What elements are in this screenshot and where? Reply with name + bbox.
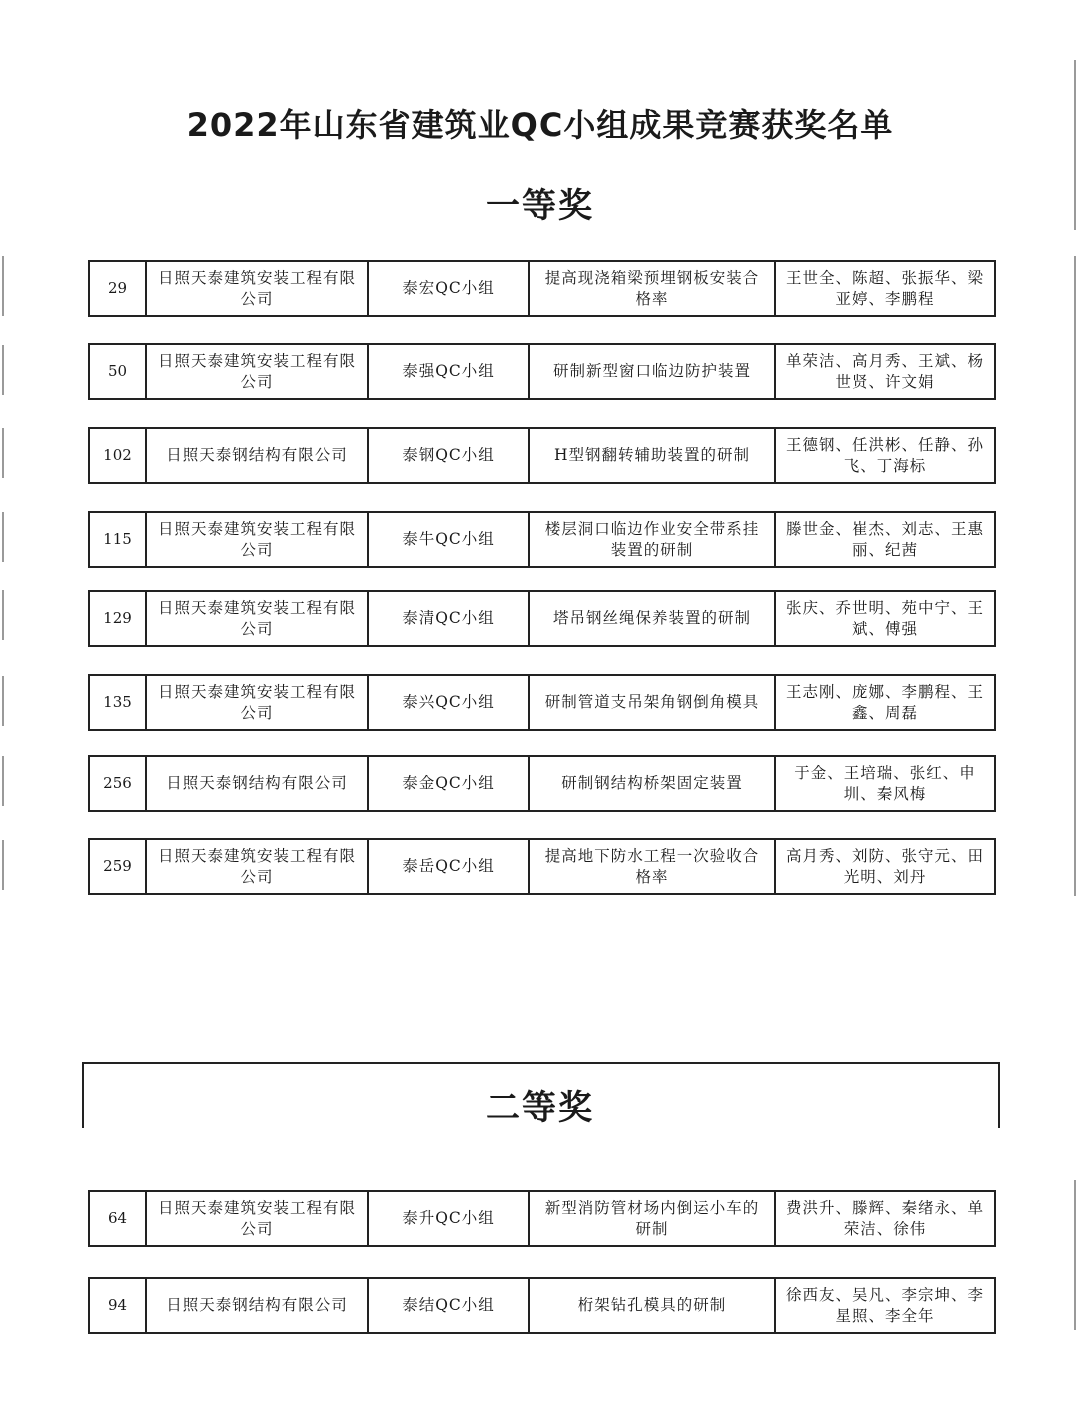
project-topic: 楼层洞口临边作业安全带系挂装置的研制 <box>530 513 776 566</box>
team-members: 滕世金、崔杰、刘志、王惠丽、纪茜 <box>785 519 984 559</box>
row-number: 50 <box>90 345 147 398</box>
row-number: 115 <box>90 513 147 566</box>
table-row <box>88 674 996 731</box>
team-members: 徐西友、吴凡、李宗坤、李星照、李全年 <box>785 1285 984 1325</box>
scan-edge-left-5 <box>2 590 4 640</box>
table-row <box>88 838 996 895</box>
qc-group-name: 泰强QC小组 <box>369 345 530 398</box>
row-number: 135 <box>90 676 147 729</box>
team-members: 高月秀、刘防、张守元、田光明、刘丹 <box>785 846 984 886</box>
table-row <box>88 343 996 400</box>
row-number: 102 <box>90 429 147 482</box>
table-row <box>88 260 996 317</box>
company-name: 日照天泰建筑安装工程有限公司 <box>147 513 369 566</box>
table-row <box>88 1277 996 1334</box>
qc-group-name: 泰兴QC小组 <box>369 676 530 729</box>
company-name: 日照天泰建筑安装工程有限公司 <box>147 676 369 729</box>
company-name: 日照天泰建筑安装工程有限公司 <box>147 345 369 398</box>
row-number: 94 <box>90 1279 147 1332</box>
row-number: 259 <box>90 840 147 893</box>
section-title-first-prize: 一等奖 <box>486 186 594 226</box>
company-name: 日照天泰建筑安装工程有限公司 <box>147 1192 369 1245</box>
scan-edge-left-1 <box>2 256 4 316</box>
scan-edge-left-3 <box>2 428 4 478</box>
project-topic: 研制钢结构桥架固定装置 <box>530 757 776 810</box>
scan-edge-left-7 <box>2 756 4 806</box>
company-name: 日照天泰钢结构有限公司 <box>147 757 369 810</box>
team-members: 王世全、陈超、张振华、梁亚婷、李鹏程 <box>785 268 984 308</box>
table-row <box>88 511 996 568</box>
qc-group-name: 泰结QC小组 <box>369 1279 530 1332</box>
scan-edge-left-4 <box>2 512 4 562</box>
scan-edge-left-6 <box>2 676 4 726</box>
table-row <box>88 590 996 647</box>
row-number: 64 <box>90 1192 147 1245</box>
qc-group-name: 泰牛QC小组 <box>369 513 530 566</box>
team-members: 单荣洁、高月秀、王斌、杨世贤、许文娟 <box>785 351 984 391</box>
project-topic: 提高地下防水工程一次验收合格率 <box>530 840 776 893</box>
qc-group-name: 泰金QC小组 <box>369 757 530 810</box>
company-name: 日照天泰建筑安装工程有限公司 <box>147 262 369 315</box>
qc-group-name: 泰宏QC小组 <box>369 262 530 315</box>
team-members: 王德钢、任洪彬、任静、孙飞、丁海标 <box>785 435 984 475</box>
qc-group-name: 泰钢QC小组 <box>369 429 530 482</box>
company-name: 日照天泰建筑安装工程有限公司 <box>147 840 369 893</box>
qc-group-name: 泰升QC小组 <box>369 1192 530 1245</box>
project-topic: 研制新型窗口临边防护装置 <box>530 345 776 398</box>
section-title-second-prize: 二等奖 <box>486 1088 594 1128</box>
table-row <box>88 755 996 812</box>
project-topic: H型钢翻转辅助装置的研制 <box>530 429 776 482</box>
scan-edge-right-3 <box>1074 1180 1076 1330</box>
scan-edge-left-8 <box>2 840 4 890</box>
company-name: 日照天泰钢结构有限公司 <box>147 1279 369 1332</box>
scan-edge-right-2 <box>1074 256 1076 896</box>
project-topic: 桁架钻孔模具的研制 <box>530 1279 776 1332</box>
table-row <box>88 1190 996 1247</box>
qc-group-name: 泰岳QC小组 <box>369 840 530 893</box>
row-number: 256 <box>90 757 147 810</box>
table-row <box>88 427 996 484</box>
row-number: 29 <box>90 262 147 315</box>
team-members: 于金、王培瑞、张红、申圳、秦风梅 <box>794 763 976 803</box>
qc-group-name: 泰清QC小组 <box>369 592 530 645</box>
team-members: 费洪升、滕辉、秦绪永、单荣洁、徐伟 <box>785 1198 984 1238</box>
company-name: 日照天泰建筑安装工程有限公司 <box>147 592 369 645</box>
row-number: 129 <box>90 592 147 645</box>
document-title: 2022年山东省建筑业QC小组成果竞赛获奖名单 <box>186 106 894 144</box>
team-members: 张庆、乔世明、苑中宁、王斌、傅强 <box>785 598 984 638</box>
scan-edge-left-2 <box>2 345 4 395</box>
project-topic: 提高现浇箱梁预埋钢板安装合格率 <box>530 262 776 315</box>
team-members: 王志刚、庞娜、李鹏程、王鑫、周磊 <box>785 682 984 722</box>
project-topic: 新型消防管材场内倒运小车的研制 <box>530 1192 776 1245</box>
project-topic: 塔吊钢丝绳保养装置的研制 <box>530 592 776 645</box>
project-topic: 研制管道支吊架角钢倒角模具 <box>530 676 776 729</box>
company-name: 日照天泰钢结构有限公司 <box>147 429 369 482</box>
